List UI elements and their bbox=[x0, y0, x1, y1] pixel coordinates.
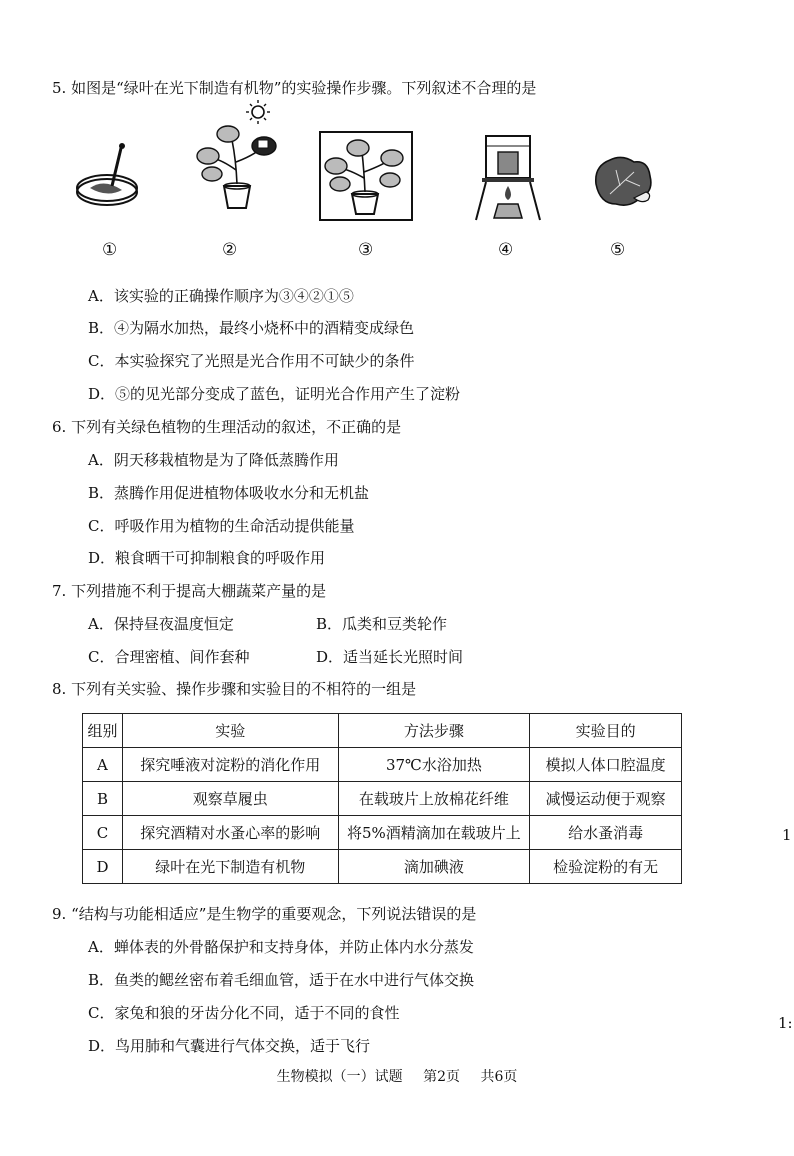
plant-in-dark-box-figure bbox=[318, 130, 414, 222]
q6-option-b: B．蒸腾作用促进植物体吸收水分和无机盐 bbox=[88, 484, 370, 502]
table-cell: 探究唾液对淀粉的消化作用 bbox=[122, 748, 338, 782]
q7-option-d: D．适当延长光照时间 bbox=[316, 648, 464, 666]
q7-option-b: B．瓜类和豆类轮作 bbox=[316, 615, 448, 633]
petri-dish-figure bbox=[72, 140, 142, 220]
q6-option-d: D．粮食晒干可抑制粮食的呼吸作用 bbox=[88, 549, 326, 567]
figure-label-2: ② bbox=[222, 240, 238, 260]
q5-option-c: C．本实验探究了光照是光合作用不可缺少的条件 bbox=[88, 352, 415, 370]
q5-option-d: D．⑤的见光部分变成了蓝色，证明光合作用产生了淀粉 bbox=[88, 385, 461, 403]
q9-option-c: C．家兔和狼的牙齿分化不同，适于不同的食性 bbox=[88, 1004, 400, 1022]
plant-in-sun-figure bbox=[192, 100, 282, 215]
table-cell: 减慢运动便于观察 bbox=[530, 782, 682, 816]
header-experiment: 实验 bbox=[122, 714, 338, 748]
page-footer bbox=[0, 1066, 794, 1086]
table-row bbox=[83, 850, 682, 884]
figure-label-5: ⑤ bbox=[610, 240, 626, 260]
table-cell: 37℃水浴加热 bbox=[338, 748, 530, 782]
q9-option-a: A．蝉体表的外骨骼保护和支持身体，并防止体内水分蒸发 bbox=[88, 938, 474, 956]
table-cell: 检验淀粉的有无 bbox=[530, 850, 682, 884]
margin-mark: 1: bbox=[778, 1014, 793, 1032]
q9-stem: 9. “结构与功能相适应”是生物学的重要观念，下列说法错误的是 bbox=[52, 905, 477, 923]
table-cell: D bbox=[83, 850, 123, 884]
table-cell: 绿叶在光下制造有机物 bbox=[122, 850, 338, 884]
table-cell: 在载玻片上放棉花纤维 bbox=[338, 782, 530, 816]
table-row bbox=[83, 782, 682, 816]
figure-label-4: ④ bbox=[498, 240, 514, 260]
table-row bbox=[83, 748, 682, 782]
table-cell: A bbox=[83, 748, 123, 782]
table-cell: 将5%酒精滴加在载玻片上 bbox=[338, 816, 530, 850]
q5-figures bbox=[60, 100, 700, 260]
figure-label-1: ① bbox=[102, 240, 118, 260]
table-cell: 观察草履虫 bbox=[122, 782, 338, 816]
footer-page-number: 第2页 bbox=[423, 1069, 460, 1085]
table-header-row bbox=[83, 714, 682, 748]
table-cell: 给水蚤消毒 bbox=[530, 816, 682, 850]
q8-stem: 8. 下列有关实验、操作步骤和实验目的不相符的一组是 bbox=[52, 680, 417, 698]
q6-stem: 6. 下列有关绿色植物的生理活动的叙述，不正确的是 bbox=[52, 418, 402, 436]
margin-mark: 1 bbox=[782, 826, 792, 844]
table-cell: B bbox=[83, 782, 123, 816]
header-purpose: 实验目的 bbox=[530, 714, 682, 748]
q7-option-a: A．保持昼夜温度恒定 bbox=[88, 615, 234, 633]
q7-stem: 7. 下列措施不利于提高大棚蔬菜产量的是 bbox=[52, 582, 327, 600]
stained-leaf-figure bbox=[590, 154, 656, 210]
q5-option-a: A．该实验的正确操作顺序为③④②①⑤ bbox=[88, 287, 354, 305]
q5-stem: 5. 如图是“绿叶在光下制造有机物”的实验操作步骤。下列叙述不合理的是 bbox=[52, 79, 537, 97]
q8-experiment-table bbox=[82, 713, 682, 884]
q9-option-b: B．鱼类的鳃丝密布着毛细血管，适于在水中进行气体交换 bbox=[88, 971, 475, 989]
figure-label-3: ③ bbox=[358, 240, 374, 260]
table-cell: C bbox=[83, 816, 123, 850]
q7-option-c: C．合理密植、间作套种 bbox=[88, 648, 250, 666]
table-row bbox=[83, 816, 682, 850]
water-bath-heating-figure bbox=[472, 134, 552, 226]
q5-option-b: B．④为隔水加热，最终小烧杯中的酒精变成绿色 bbox=[88, 319, 415, 337]
q6-option-c: C．呼吸作用为植物的生命活动提供能量 bbox=[88, 517, 355, 535]
table-cell: 滴加碘液 bbox=[338, 850, 530, 884]
table-cell: 模拟人体口腔温度 bbox=[530, 748, 682, 782]
header-group: 组别 bbox=[83, 714, 123, 748]
q6-option-a: A．阴天移栽植物是为了降低蒸腾作用 bbox=[88, 451, 339, 469]
table-cell: 探究酒精对水蚤心率的影响 bbox=[122, 816, 338, 850]
footer-total-pages: 共6页 bbox=[480, 1069, 518, 1085]
header-method: 方法步骤 bbox=[338, 714, 530, 748]
footer-subject: 生物模拟（一）试题 bbox=[276, 1069, 403, 1085]
q9-option-d: D．鸟用肺和气囊进行气体交换，适于飞行 bbox=[88, 1037, 371, 1055]
